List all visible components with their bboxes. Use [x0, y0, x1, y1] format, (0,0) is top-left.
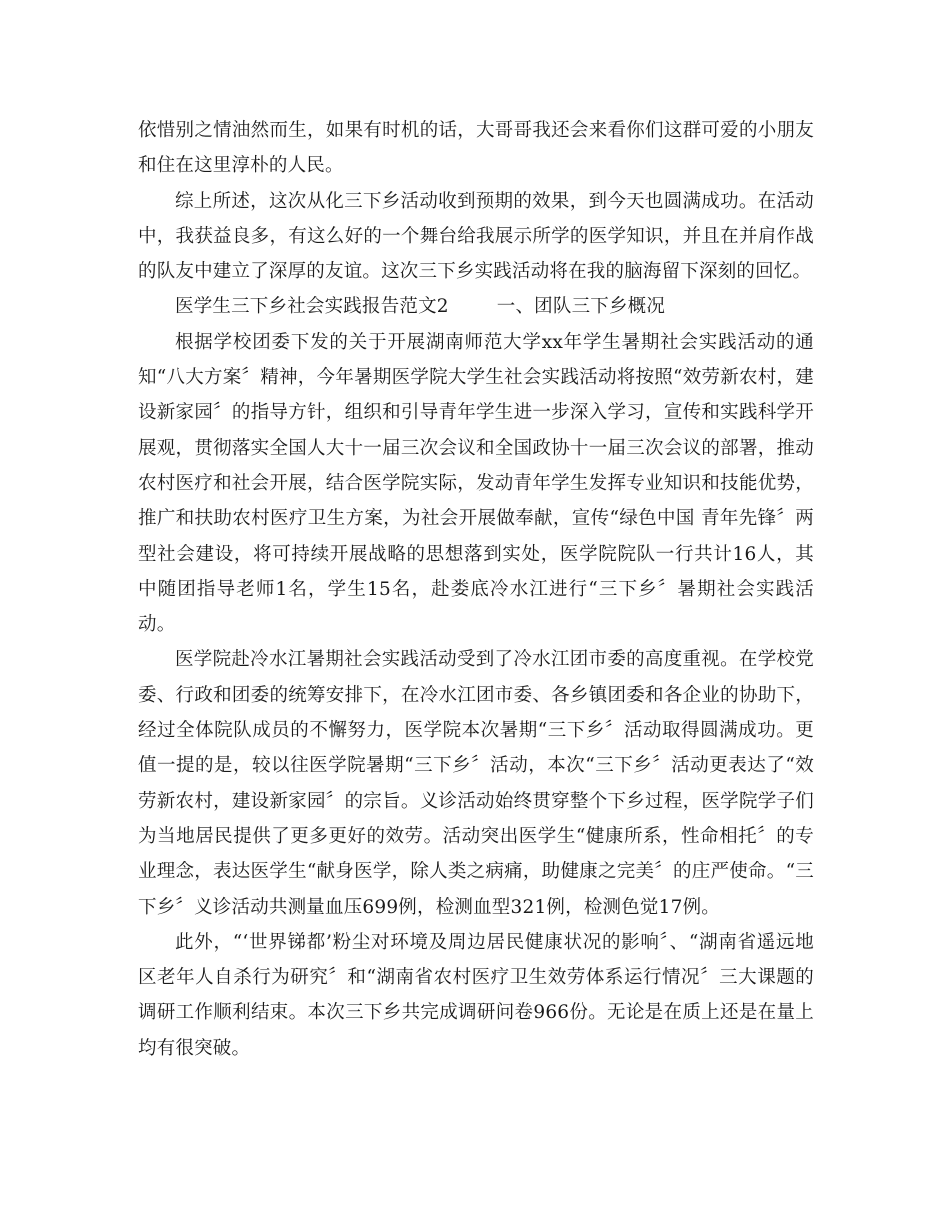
- section-heading: 一、团队三下乡概况: [496, 296, 666, 318]
- paragraph-results: 医学院赴冷水江暑期社会实践活动受到了冷水江团市委的高度重视。在学校党委、行政和团委的统筹安排下，在冷水江团市委、各乡镇团委和各企业的协助下，经过全体院队成员的不懈努力，医学院本次暑期“三下乡〞活动取得圆满成功。更值一提的是，较以往医学院暑期“三下乡〞活动，本次“三下乡〞活动更表达了“效劳新农村，建设新家园〞的宗旨。义诊活动始终贯穿整个下乡过程，医学院学子们为当地居民提供了更多更好的效劳。活动突出医学生“健康所系，性命相托〞的专业理念，表达医学生“献身医学，除人类之病痛，助健康之完美〞的庄严使命。“三下乡〞义诊活动共测量血压699例，检测血型321例，检测色觉17例。: [138, 649, 814, 918]
- paragraph-continuation: 依惜别之情油然而生，如果有时机的话，大哥哥我还会来看你们这群可爱的小朋友和住在这里淳朴的人民。: [138, 120, 814, 177]
- paragraph-background: 根据学校团委下发的关于开展湖南师范大学xx年学生暑期社会实践活动的通知“八大方案〞精神，今年暑期医学院大学生社会实践活动将按照“效劳新农村，建设新家园〞的指导方针，组织和引导青年学生进一步深入学习，宣传和实践科学开展观，贯彻落实全国人大十一届三次会议和全国政协十一届三次会议的部署，推动农村医疗和社会开展，结合医学院实际，发动青年学生发挥专业知识和技能优势，推广和扶助农村医疗卫生方案，为社会开展做奉献，宣传“绿色中国 青年先锋〞两型社会建设，将可持续开展战略的思想落到实处，医学院院队一行共计16人，其中随团指导老师1名，学生15名，赴娄底冷水江进行“三下乡〞暑期社会实践活动。: [138, 331, 814, 636]
- section-heading-line: [138, 289, 814, 324]
- paragraph-research: 此外，“‘世界锑都’粉尘对环境及周边居民健康状况的影响〞、“湖南省遥远地区老年人自杀行为研究〞和“湖南省农村医疗卫生效劳体系运行情况〞三大课题的调研工作顺利结束。本次三下乡共完成调研问卷966份。无论是在质上还是在量上均有很突破。: [138, 931, 814, 1059]
- paragraph-summary: 综上所述，这次从化三下乡活动收到预期的效果，到今天也圆满成功。在活动中，我获益良多，有这么好的一个舞台给我展示所学的医学知识，并且在并肩作战的队友中建立了深厚的友谊。这次三下乡实践活动将在我的脑海留下深刻的回忆。: [138, 190, 814, 283]
- document-body: [138, 113, 814, 1066]
- article-title: 医学生三下乡社会实践报告范文2: [175, 296, 449, 318]
